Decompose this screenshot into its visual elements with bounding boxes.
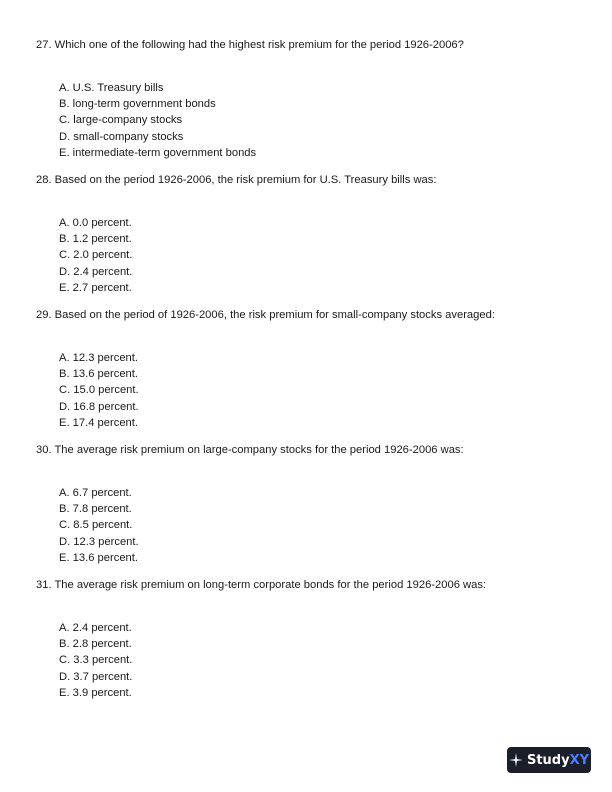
answer-options <box>59 80 256 161</box>
answer-option-d: D. 3.7 percent. <box>59 670 133 683</box>
question-29 <box>36 308 576 429</box>
question-27 <box>36 38 576 159</box>
answer-option-d: D. 2.4 percent. <box>59 265 133 278</box>
answer-option-c: C. large-company stocks <box>59 114 183 127</box>
question-stem: 31. The average risk premium on long-term corporate bonds for the period 1926-2006 was: <box>36 579 487 591</box>
answer-option-a: A. 12.3 percent. <box>59 352 138 364</box>
answer-option-c: C. 3.3 percent. <box>59 654 133 667</box>
answer-option-c: C. 8.5 percent. <box>59 519 133 532</box>
answer-options <box>59 620 132 701</box>
answer-option-b: B. long-term government bonds <box>59 98 216 111</box>
answer-option-e: E. 13.6 percent. <box>59 551 138 564</box>
answer-options <box>59 485 139 566</box>
question-stem: 28. Based on the period 1926-2006, the risk premium for U.S. Treasury bills was: <box>36 174 437 186</box>
answer-option-e: E. intermediate-term government bonds <box>59 146 257 159</box>
answer-option-a: A. 0.0 percent. <box>59 217 132 229</box>
question-28 <box>36 173 576 294</box>
answer-option-c: C. 2.0 percent. <box>59 249 133 262</box>
answer-option-d: D. 12.3 percent. <box>59 535 139 548</box>
answer-option-e: E. 3.9 percent. <box>59 686 132 699</box>
answer-option-a: A. 2.4 percent. <box>59 622 132 634</box>
answer-option-d: D. small-company stocks <box>59 130 184 143</box>
answer-option-e: E. 17.4 percent. <box>59 416 138 429</box>
answer-option-b: B. 1.2 percent. <box>59 233 132 246</box>
answer-option-e: E. 2.7 percent. <box>59 281 132 294</box>
answer-options <box>59 350 139 431</box>
answer-option-a: A. 6.7 percent. <box>59 487 132 499</box>
answer-option-b: B. 2.8 percent. <box>59 638 132 651</box>
brand-accent: XY <box>569 752 590 768</box>
studyxy-logo-badge <box>507 747 591 773</box>
question-31 <box>36 578 576 699</box>
answer-option-c: C. 15.0 percent. <box>59 384 139 397</box>
answer-option-d: D. 16.8 percent. <box>59 400 139 413</box>
question-30 <box>36 443 576 564</box>
answer-options <box>59 215 132 296</box>
answer-option-b: B. 7.8 percent. <box>59 503 132 516</box>
answer-option-b: B. 13.6 percent. <box>59 368 138 381</box>
question-stem: 27. Which one of the following had the highest risk premium for the period 1926-2006? <box>36 39 464 51</box>
brand-name: StudyXY <box>526 752 590 768</box>
plus-sparkle-icon <box>509 753 523 767</box>
question-stem: 29. Based on the period of 1926-2006, the risk premium for small-company stocks averaged: <box>36 309 495 321</box>
answer-option-a: A. U.S. Treasury bills <box>59 82 164 94</box>
question-stem: 30. The average risk premium on large-company stocks for the period 1926-2006 was: <box>36 444 464 456</box>
